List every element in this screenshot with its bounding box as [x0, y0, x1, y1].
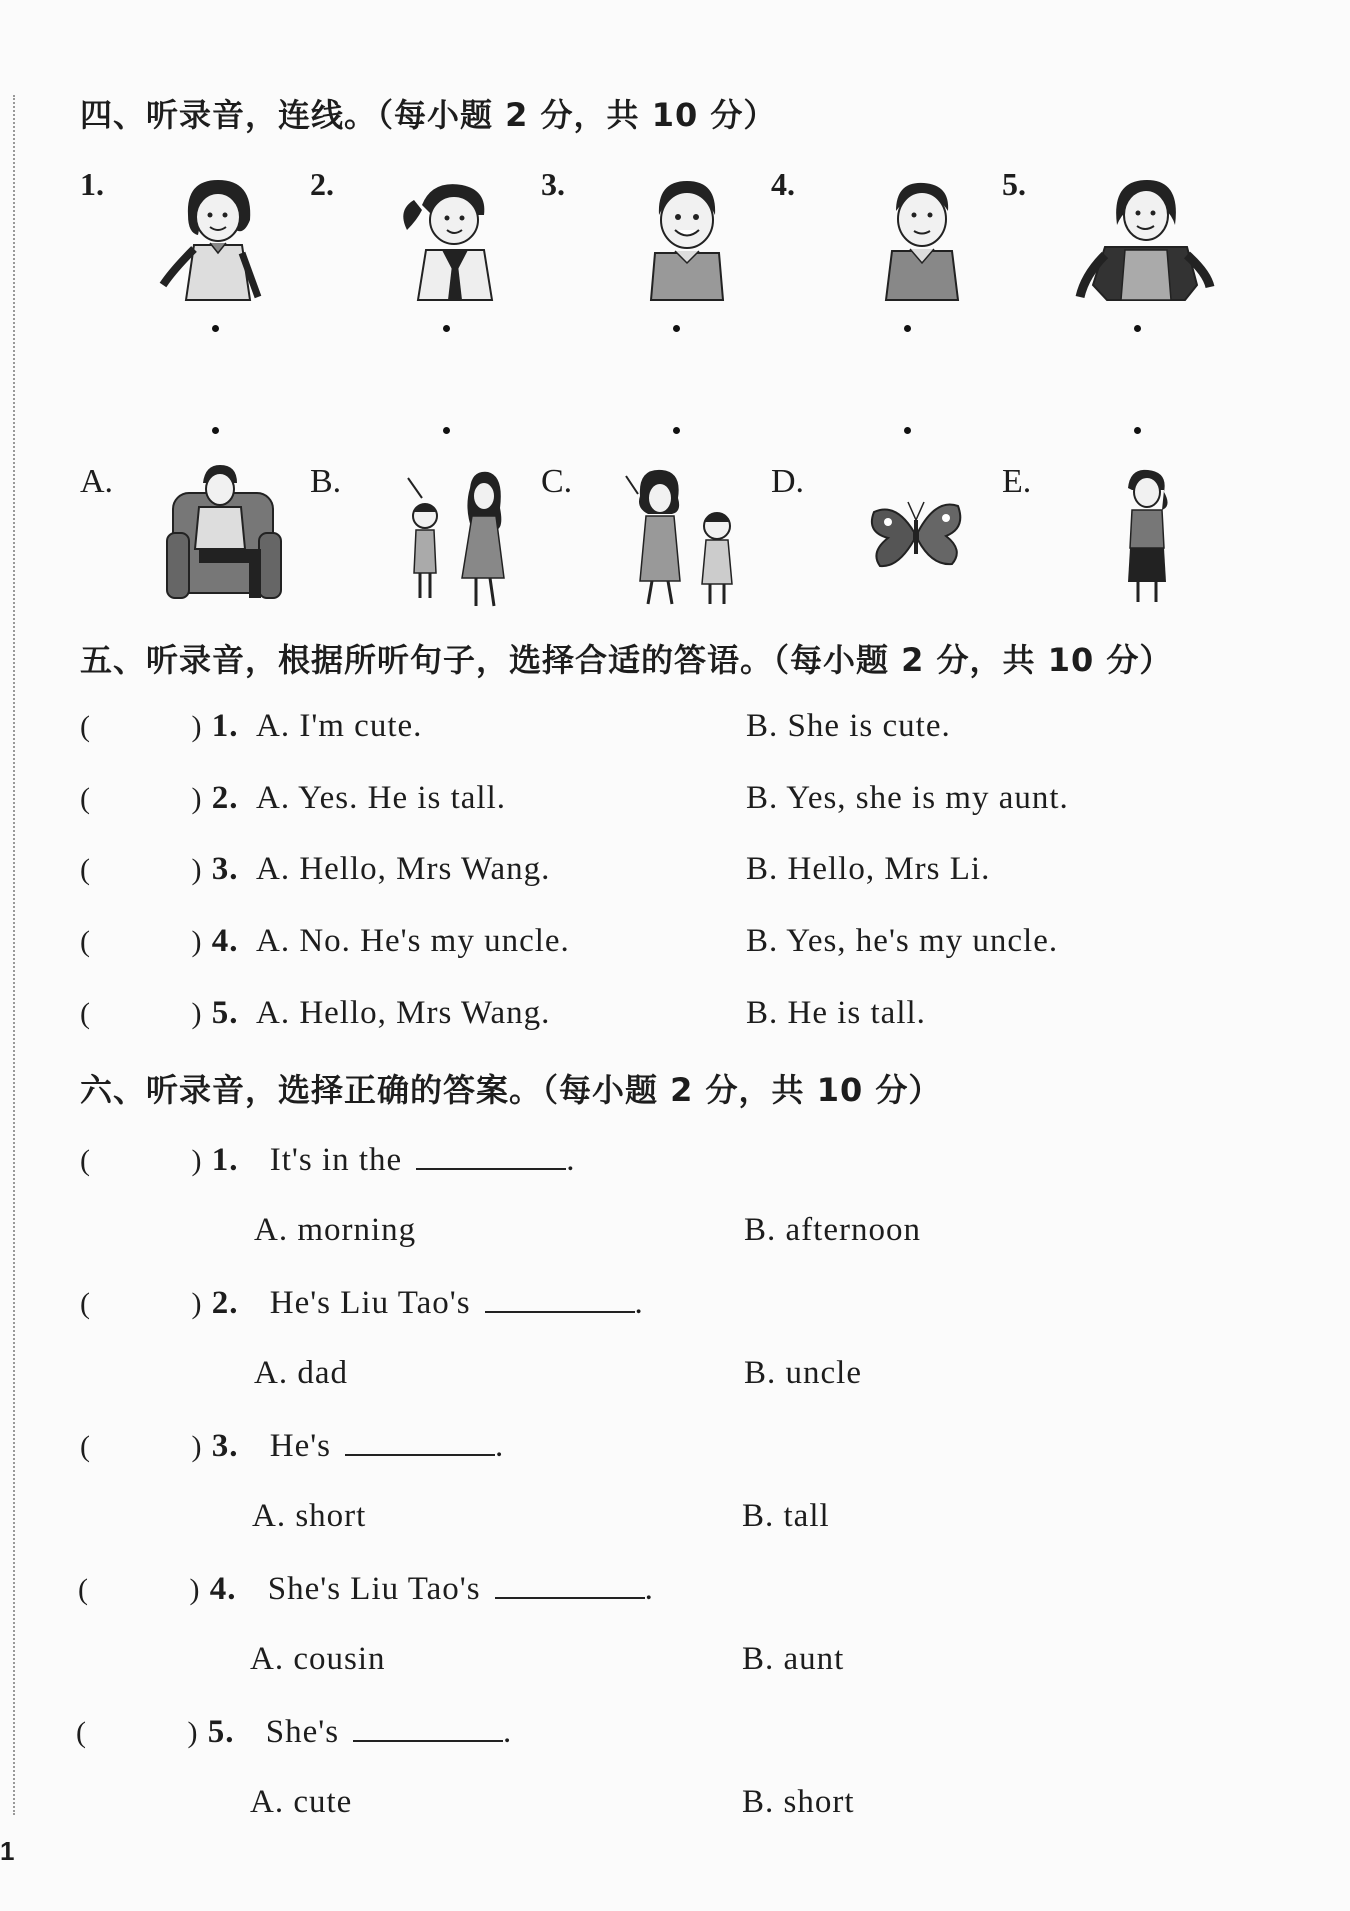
answer-paren-close: ): [191, 782, 203, 815]
s6-q3-option-b: B. tall: [742, 1498, 830, 1534]
stem-period: .: [644, 1571, 654, 1607]
answer-paren-close: ): [187, 1716, 199, 1749]
answer-paren-open[interactable]: (: [76, 1716, 87, 1749]
answer-paren-close: ): [191, 1430, 203, 1463]
stem-period: .: [503, 1714, 513, 1750]
question-stem: It's in the: [269, 1142, 403, 1178]
answer-paren-open[interactable]: (: [80, 997, 91, 1030]
top-item-4-label: 4.: [771, 166, 795, 202]
boy-icon: [862, 175, 977, 305]
s6-q5-row: [76, 1712, 512, 1751]
girl-standing-icon: [1112, 466, 1182, 611]
answer-paren-close: ): [191, 925, 203, 958]
bottom-item-e-label: E.: [1002, 463, 1032, 500]
answer-paren-close: ): [189, 1573, 201, 1606]
s5-q2-option-b: B. Yes, she is my aunt.: [746, 780, 1069, 816]
girl-waving-icon: [158, 175, 273, 305]
s6-q3-row: [80, 1426, 504, 1465]
answer-paren-open[interactable]: (: [80, 1430, 91, 1463]
match-dot-bottom-a[interactable]: [212, 427, 219, 434]
s6-q2-option-a: A. dad: [254, 1355, 348, 1391]
question-stem: She's: [265, 1714, 340, 1750]
question-number: 2.: [211, 780, 239, 816]
bottom-item-c-label: C.: [541, 463, 573, 500]
s5-q5-option-a: A. Hello, Mrs Wang.: [256, 995, 551, 1031]
answer-paren-close: ): [191, 1144, 203, 1177]
fill-blank[interactable]: [353, 1712, 503, 1742]
butterfly-icon: [866, 492, 966, 572]
answer-paren-open[interactable]: (: [80, 710, 91, 743]
answer-paren-open[interactable]: (: [80, 925, 91, 958]
s6-q2-row: [80, 1283, 644, 1322]
section4-title: 四、听录音，连线。（每小题 2 分，共 10 分）: [80, 96, 777, 134]
bottom-item-d-label: D.: [771, 463, 805, 500]
answer-paren-open[interactable]: (: [80, 1144, 91, 1177]
s5-q5-row: [80, 995, 239, 1032]
answer-paren-open[interactable]: (: [78, 1573, 89, 1606]
match-dot-top-4[interactable]: [904, 325, 911, 332]
match-dot-bottom-c[interactable]: [673, 427, 680, 434]
boy-smiling-icon: [627, 175, 742, 305]
s5-q2-row: [80, 780, 239, 817]
s5-q5-option-b: B. He is tall.: [746, 995, 926, 1031]
page-number: 1: [0, 1836, 15, 1866]
s6-q1-row: [80, 1140, 575, 1179]
answer-paren-close: ): [191, 997, 203, 1030]
question-number: 4.: [209, 1571, 237, 1607]
s5-q4-row: [80, 923, 239, 960]
s6-q5-option-a: A. cute: [250, 1784, 353, 1820]
section6-title: 六、听录音，选择正确的答案。（每小题 2 分，共 10 分）: [80, 1071, 942, 1109]
answer-paren-open[interactable]: (: [80, 853, 91, 886]
match-dot-bottom-e[interactable]: [1134, 427, 1141, 434]
question-stem: He's: [269, 1428, 332, 1464]
fill-blank[interactable]: [495, 1569, 645, 1599]
match-dot-bottom-d[interactable]: [904, 427, 911, 434]
girl-and-woman-icon: [400, 468, 515, 613]
girl-pigtails-icon: [392, 175, 507, 305]
s6-q4-row: [78, 1569, 654, 1608]
section5-title: 五、听录音，根据所听句子，选择合适的答语。（每小题 2 分，共 10 分）: [80, 641, 1173, 679]
stem-period: .: [566, 1142, 576, 1178]
top-item-5-label: 5.: [1002, 166, 1026, 202]
s6-q4-option-a: A. cousin: [250, 1641, 386, 1677]
binding-margin-line: [13, 95, 15, 1815]
stem-period: .: [634, 1285, 644, 1321]
s5-q4-option-b: B. Yes, he's my uncle.: [746, 923, 1059, 959]
s5-q3-row: [80, 851, 239, 888]
question-number: 1.: [211, 1142, 239, 1178]
bottom-item-b-label: B.: [310, 463, 342, 500]
s6-q3-option-a: A. short: [252, 1498, 367, 1534]
fill-blank[interactable]: [416, 1140, 566, 1170]
match-dot-top-2[interactable]: [443, 325, 450, 332]
top-item-2-label: 2.: [310, 166, 334, 202]
s5-q2-option-a: A. Yes. He is tall.: [256, 780, 507, 816]
s6-q1-option-b: B. afternoon: [744, 1212, 921, 1248]
bottom-item-a-label: A.: [80, 463, 114, 500]
man-in-armchair-icon: [165, 463, 285, 608]
s6-q2-option-b: B. uncle: [744, 1355, 862, 1391]
question-number: 4.: [211, 923, 239, 959]
question-number: 5.: [211, 995, 239, 1031]
answer-paren-open[interactable]: (: [80, 782, 91, 815]
question-number: 3.: [211, 851, 239, 887]
s5-q1-row: [80, 708, 239, 745]
top-item-3-label: 3.: [541, 166, 565, 202]
answer-paren-open[interactable]: (: [80, 1287, 91, 1320]
answer-paren-close: ): [191, 710, 203, 743]
woman-backpack-icon: [1075, 175, 1215, 305]
match-dot-bottom-b[interactable]: [443, 427, 450, 434]
question-number: 5.: [207, 1714, 235, 1750]
answer-paren-close: ): [191, 853, 203, 886]
question-number: 2.: [211, 1285, 239, 1321]
fill-blank[interactable]: [485, 1283, 635, 1313]
fill-blank[interactable]: [345, 1426, 495, 1456]
match-dot-top-1[interactable]: [212, 325, 219, 332]
s6-q1-option-a: A. morning: [254, 1212, 417, 1248]
question-stem: She's Liu Tao's: [267, 1571, 481, 1607]
s5-q4-option-a: A. No. He's my uncle.: [256, 923, 570, 959]
question-stem: He's Liu Tao's: [269, 1285, 471, 1321]
s5-q3-option-a: A. Hello, Mrs Wang.: [256, 851, 551, 887]
stem-period: .: [495, 1428, 505, 1464]
s5-q1-option-a: A. I'm cute.: [256, 708, 423, 744]
question-number: 1.: [211, 708, 239, 744]
s5-q1-option-b: B. She is cute.: [746, 708, 951, 744]
top-item-1-label: 1.: [80, 166, 104, 202]
s6-q4-option-b: B. aunt: [742, 1641, 845, 1677]
s6-q5-option-b: B. short: [742, 1784, 855, 1820]
match-dot-top-3[interactable]: [673, 325, 680, 332]
answer-paren-close: ): [191, 1287, 203, 1320]
s5-q3-option-b: B. Hello, Mrs Li.: [746, 851, 991, 887]
woman-and-girl-icon: [622, 466, 752, 611]
question-number: 3.: [211, 1428, 239, 1464]
match-dot-top-5[interactable]: [1134, 325, 1141, 332]
